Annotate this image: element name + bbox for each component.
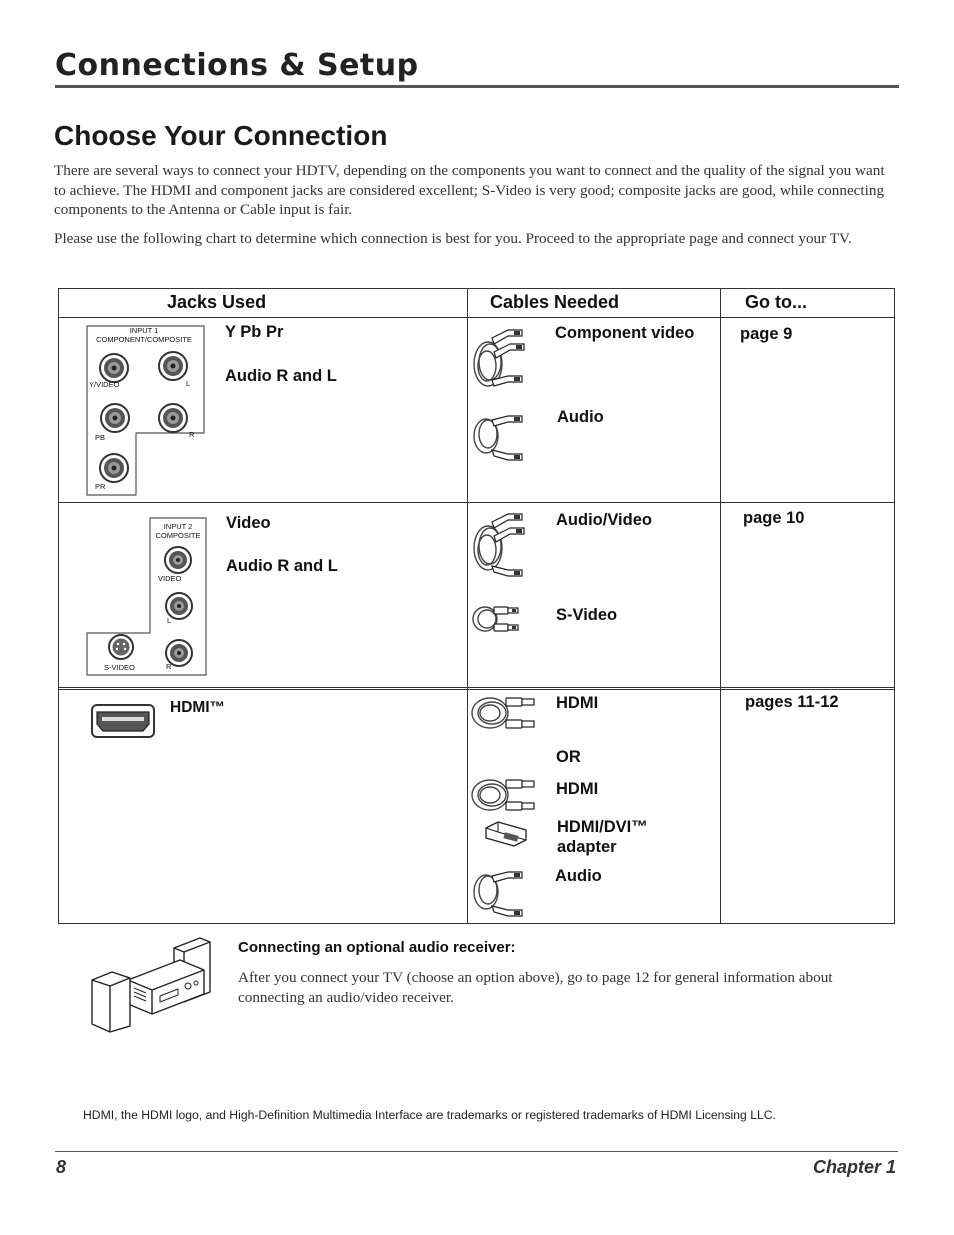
cable-hdmi-dvi-adapter: HDMI/DVI™ adapter: [557, 818, 648, 856]
section-title: Connections & Setup: [55, 48, 419, 83]
trademark-footnote: HDMI, the HDMI logo, and High-Definition Multimedia Interface are trademarks or registered trademarks of HDMI Licensing LLC.: [83, 1108, 776, 1122]
jack-label-r: R: [189, 430, 195, 439]
hdmi-port-icon: [91, 704, 155, 738]
row-divider: [59, 689, 894, 690]
row3-jacks-line1: HDMI™: [170, 699, 226, 716]
cable-audio: Audio: [557, 408, 604, 426]
audio-receiver-icon: [88, 936, 213, 1032]
header-go-to: Go to...: [745, 292, 807, 312]
header-cables-needed: Cables Needed: [490, 292, 620, 312]
row2-goto: page 10: [743, 509, 805, 527]
jack-label-video: VIDEO: [158, 574, 182, 583]
header-jacks-used: Jacks Used: [167, 292, 267, 312]
s-video-cable-icon: [470, 602, 530, 636]
cable-s-video: S-Video: [556, 606, 618, 624]
row1-jacks-line1: Y Pb Pr: [225, 323, 284, 341]
row2-jacks-line1: Video: [226, 514, 271, 532]
jack-label-l: L: [186, 379, 191, 388]
cable-hdmi-2: HDMI: [556, 780, 599, 798]
row-divider: [59, 687, 894, 688]
header-rule: [55, 85, 899, 88]
page-title: Choose Your Connection: [54, 120, 388, 151]
page-number: 8: [56, 1157, 67, 1177]
receiver-body: After you connect your TV (choose an option above), go to page 12 for general information about connecting an audio/video receiver.: [238, 969, 833, 1006]
cable-audio-video: Audio/Video: [556, 511, 652, 529]
audio-video-cable-icon: [470, 510, 530, 582]
panel-title: INPUT 1 COMPONENT/COMPOSITE: [96, 326, 192, 344]
row2-jacks-line2: Audio R and L: [226, 557, 338, 575]
hdmi-cable-icon: [470, 694, 538, 732]
header-divider: [59, 317, 894, 318]
input1-jack-panel-icon: [84, 323, 209, 498]
component-video-cable-icon: [470, 322, 530, 394]
row-divider: [59, 502, 894, 503]
jack-label-s-video: S-VIDEO: [104, 663, 135, 672]
panel-title: INPUT 2 COMPOSITE: [155, 522, 201, 540]
row1-jacks-line2: Audio R and L: [225, 367, 337, 385]
jack-label-pr: PR: [95, 482, 106, 491]
column-divider: [467, 289, 468, 923]
audio-cable-icon: [470, 410, 530, 462]
audio-cable-icon: [470, 866, 530, 918]
or-label: OR: [556, 748, 581, 766]
intro-paragraph-2: Please use the following chart to determine which connection is best for you. Proceed to the appropriate page and connect your TV.: [54, 230, 852, 247]
column-divider: [720, 289, 721, 923]
jack-label-l: L: [167, 616, 172, 625]
hdmi-cable-icon: [470, 776, 538, 814]
footer-rule: [55, 1151, 898, 1152]
intro-paragraph-1: There are several ways to connect your HDTV, depending on the components you want to connect and the quality of the signal you want to achieve. The HDMI and component jacks are considered excellent; S-Video is very good; composite jacks are good, while connecting components to the Antenna or Cable input is fair.: [54, 162, 885, 218]
jack-label-pb: PB: [95, 433, 106, 442]
cable-audio-2: Audio: [555, 867, 602, 885]
receiver-title: Connecting an optional audio receiver:: [238, 939, 516, 956]
hdmi-dvi-adapter-icon: [482, 818, 530, 850]
jack-label-r: R: [166, 662, 172, 671]
row3-goto: pages 11-12: [745, 693, 839, 711]
chapter-label: Chapter 1: [812, 1157, 896, 1177]
cable-hdmi: HDMI: [556, 694, 599, 712]
jack-label-y-video: Y/VIDEO: [89, 380, 120, 389]
cable-component-video: Component video: [555, 324, 695, 342]
row1-goto: page 9: [740, 325, 793, 343]
